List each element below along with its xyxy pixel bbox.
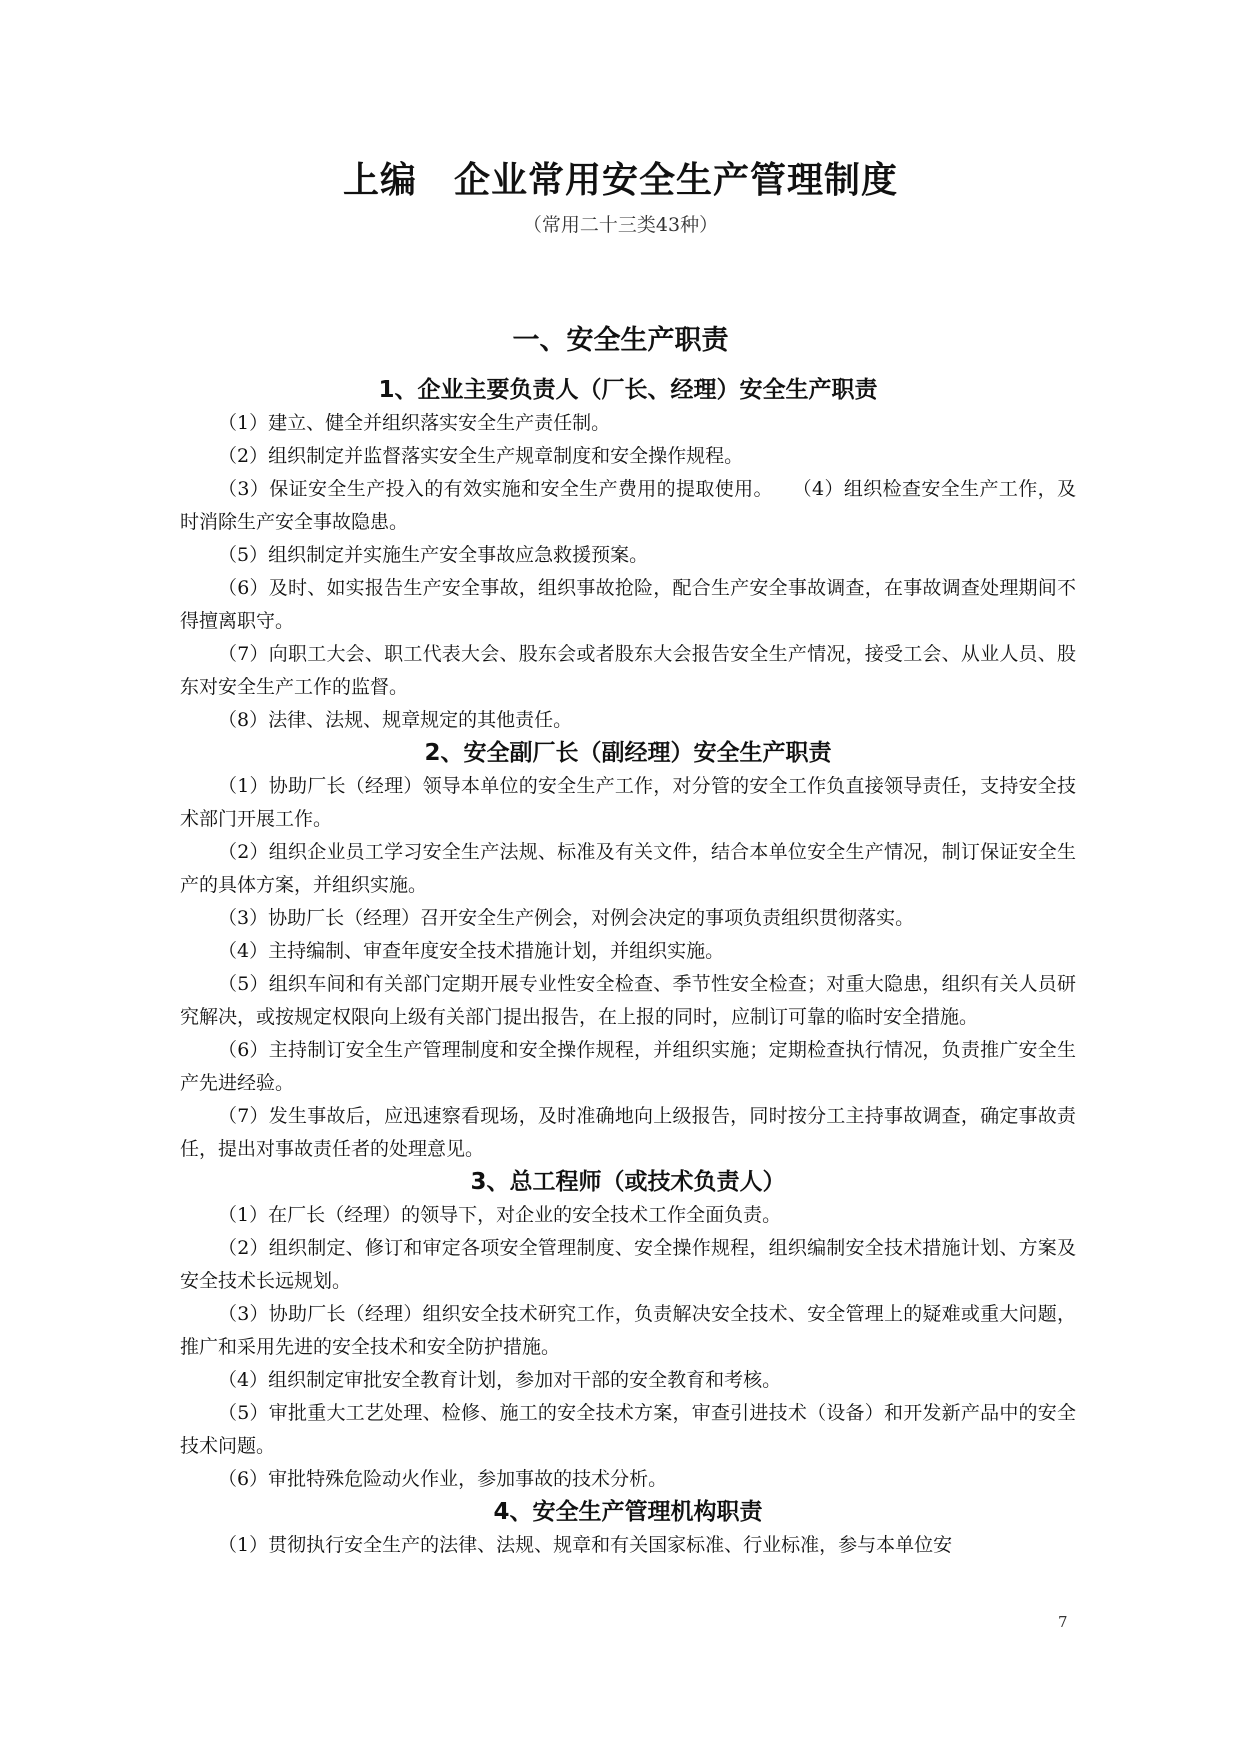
section-heading: 2、安全副厂长（副经理）安全生产职责 [424, 740, 832, 766]
body-content [180, 374, 1076, 1562]
paragraph: （1）协助厂长（经理）领导本单位的安全生产工作，对分管的安全工作负直接领导责任，支持安全技术部门开展工作。 [180, 775, 1076, 830]
section-deputy-manager [180, 737, 1076, 1166]
section-chief-engineer [180, 1166, 1076, 1496]
paragraph: （3）协助厂长（经理）组织安全技术研究工作，负责解决安全技术、安全管理上的疑难或重大问题，推广和采用先进的安全技术和安全防护措施。 [180, 1303, 1076, 1358]
section-main-leader [180, 374, 1076, 737]
paragraph: （2）组织制定、修订和审定各项安全管理制度、安全操作规程，组织编制安全技术措施计划、方案及安全技术长远规划。 [180, 1237, 1076, 1292]
paragraph: （5）组织制定并实施生产安全事故应急救援预案。 [218, 544, 649, 566]
section-heading: 4、安全生产管理机构职责 [493, 1499, 763, 1525]
paragraph: （3）保证安全生产投入的有效实施和安全生产费用的提取使用。 （4）组织检查安全生产工作，及时消除生产安全事故隐患。 [180, 478, 1076, 533]
paragraph: （2）组织制定并监督落实安全生产规章制度和安全操作规程。 [218, 445, 744, 467]
paragraph: （7）向职工大会、职工代表大会、股东会或者股东大会报告安全生产情况，接受工会、从业人员、股东对安全生产工作的监督。 [180, 643, 1076, 698]
paragraph: （1）在厂长（经理）的领导下，对企业的安全技术工作全面负责。 [218, 1204, 782, 1226]
section-safety-department [180, 1496, 1076, 1562]
paragraph: （6）及时、如实报告生产安全事故，组织事故抢险，配合生产安全事故调查，在事故调查处理期间不得擅离职守。 [180, 577, 1076, 632]
paragraph: （2）组织企业员工学习安全生产法规、标准及有关文件，结合本单位安全生产情况，制订保证安全生产的具体方案，并组织实施。 [180, 841, 1076, 896]
section-heading: 3、总工程师（或技术负责人） [470, 1169, 786, 1195]
chapter-heading: 一、安全生产职责 [512, 325, 729, 356]
paragraph: （8）法律、法规、规章规定的其他责任。 [218, 709, 573, 731]
paragraph: （3）协助厂长（经理）召开安全生产例会，对例会决定的事项负责组织贯彻落实。 [218, 907, 915, 929]
paragraph: （1）建立、健全并组织落实安全生产责任制。 [218, 412, 611, 434]
paragraph: （7）发生事故后，应迅速察看现场，及时准确地向上级报告，同时按分工主持事故调查，确定事故责任，提出对事故责任者的处理意见。 [180, 1105, 1076, 1160]
paragraph: （6）主持制订安全生产管理制度和安全操作规程，并组织实施；定期检查执行情况，负责推广安全生产先进经验。 [180, 1039, 1076, 1094]
document-subtitle: （常用二十三类43种） [522, 214, 719, 236]
paragraph: （5）组织车间和有关部门定期开展专业性安全检查、季节性安全检查；对重大隐患，组织有关人员研究解决，或按规定权限向上级有关部门提出报告，在上报的同时，应制订可靠的临时安全措施。 [180, 973, 1076, 1028]
paragraph: （6）审批特殊危险动火作业，参加事故的技术分析。 [218, 1468, 668, 1490]
paragraph: （4）组织制定审批安全教育计划，参加对干部的安全教育和考核。 [218, 1369, 782, 1391]
page-number: 7 [1058, 1613, 1068, 1631]
paragraph: （4）主持编制、审查年度安全技术措施计划，并组织实施。 [218, 940, 725, 962]
paragraph: （5）审批重大工艺处理、检修、施工的安全技术方案，审查引进技术（设备）和开发新产品中的安全技术问题。 [180, 1402, 1076, 1457]
document-title: 上编 企业常用安全生产管理制度 [342, 160, 898, 201]
paragraph: （1）贯彻执行安全生产的法律、法规、规章和有关国家标准、行业标准，参与本单位安 [218, 1534, 953, 1556]
section-heading: 1、企业主要负责人（厂长、经理）安全生产职责 [378, 377, 878, 403]
